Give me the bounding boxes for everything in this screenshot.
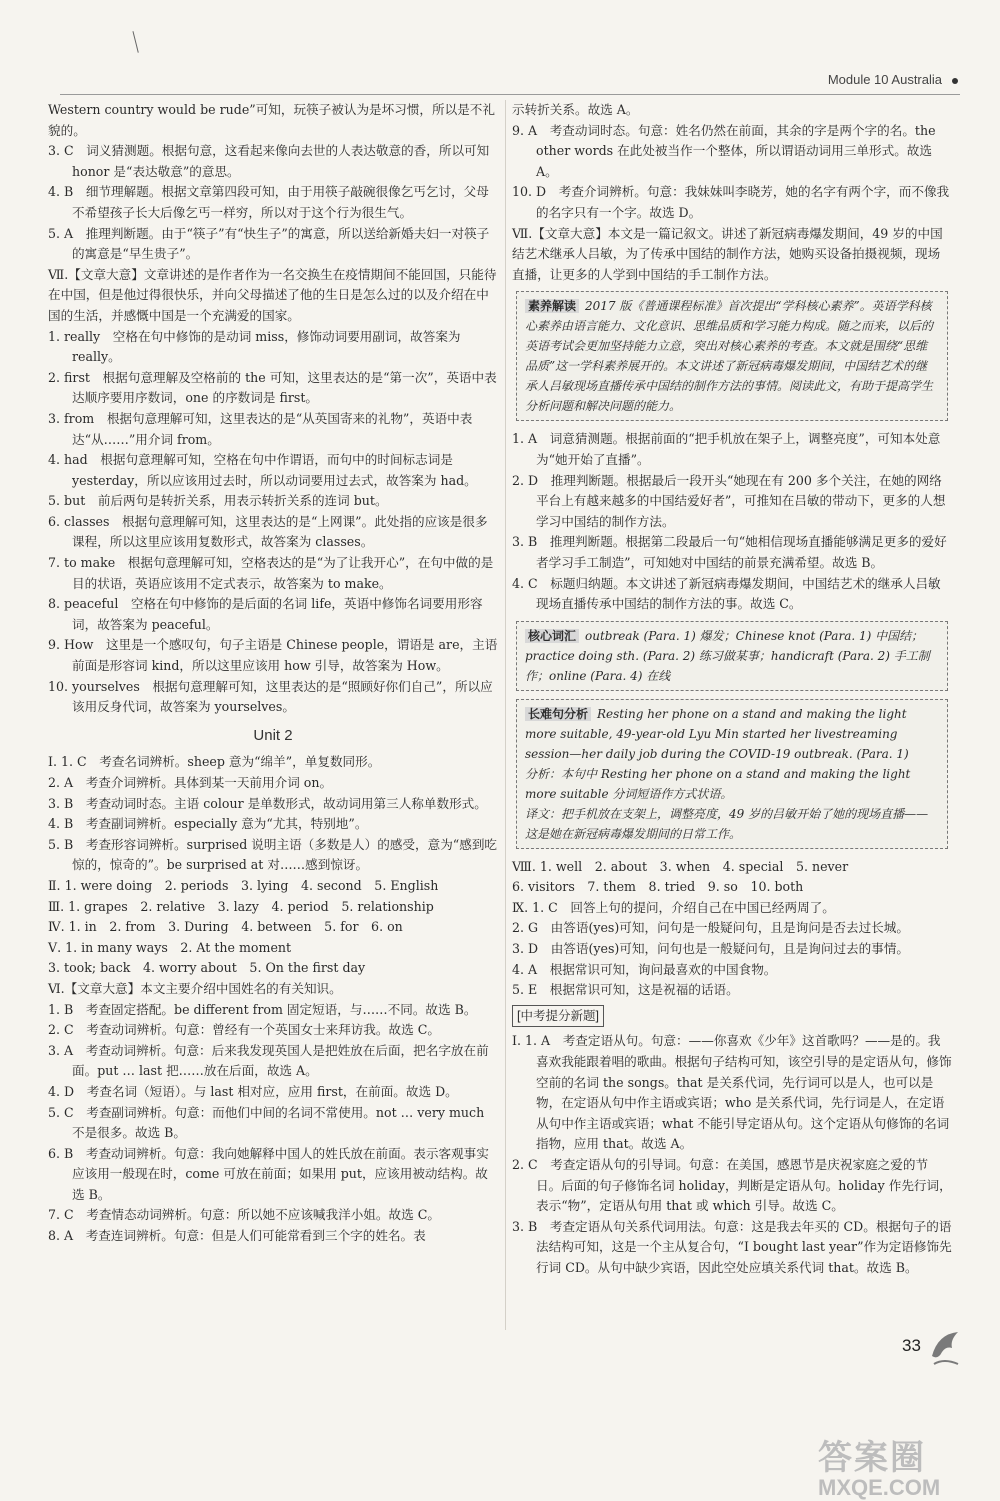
sentence-translation: 译文：把手机放在支架上，调整亮度，49 岁的吕敏开始了她的现场直播——这是她在新冠病毒爆发期间的日常工作。 bbox=[525, 806, 929, 841]
answer-line: 10. yourselves 根据句意理解可知，这里表达的是“照顾好你们自己”，所以应该用反身代词，故答案为 yourselves。 bbox=[48, 678, 493, 715]
watermark-url: MXQE.COM bbox=[818, 1475, 941, 1500]
answer-line: 3. C 词义猜测题。根据句意，这看起来像向去世的人表达敬意的香，所以可知 honor 是“表达敬意”的意思。 bbox=[48, 143, 490, 179]
answer-line: 3. B 考查动词时态。主语 colour 是单数形式，故动词用第三人称单数形式。 bbox=[48, 795, 487, 811]
answer-line: 3. took; back 4. worry about 5. On the first day bbox=[48, 960, 366, 976]
answer-line: Ⅰ. 1. C 考查名词辨析。sheep 意为“绵羊”，单复数同形。 bbox=[48, 754, 381, 770]
answer-line: 2. C 考查定语从句的引导词。句意：在美国，感恩节是庆祝家庭之爱的节日。后面的句子修饰名词 holiday，判断是定语从句。holiday 作先行词，表示“物”，定语从句用 that 或 which 引导。故选 C。 bbox=[512, 1157, 952, 1214]
answer-line: 5. C 考查副词辨析。句意：而他们中间的名词不常使用。not … very much 不是很多。故选 B。 bbox=[48, 1104, 485, 1141]
answer-line: 6. classes 根据句意理解可知，这里表达的是“上网课”。此处指的应该是很多课程，所以这里应该用复数形式，故答案为 classes。 bbox=[48, 513, 488, 550]
answer-line: 示转折关系。故选 A。 bbox=[512, 102, 639, 117]
right-section-d bbox=[512, 1031, 952, 1278]
answer-line: 6. visitors 7. them 8. tried 9. so 10. both bbox=[512, 879, 804, 895]
answer-line: Ⅰ. 1. A 考查定语从句。句意：——你喜欢《少年》这首歌吗？——是的。我喜欢我能跟着唱的歌曲。根据句子结构可知，该空引导的是定语从句，修饰空前的名词 the songs。that 是关系代词，先行词可以是人，也可以是物，在定语从句中作主语或宾语；who 是关系代词，先行词是人，在定语从句中作主语或宾语；what 不能引导定语从句。这个定语从句修饰的名词指物，应用 that。故选 A。 bbox=[512, 1033, 952, 1152]
right-section-c bbox=[512, 857, 952, 1001]
answer-line: Ⅴ. 1. in many ways 2. At the moment bbox=[48, 939, 292, 955]
vocab-text: outbreak (Para. 1) 爆发；Chinese knot (Para. 1) 中国结；practice doing sth. (Para. 2) 练习做某事；handicraft (Para. 2) 手工制作；online (Para. 4) 在线 bbox=[525, 628, 930, 683]
literacy-box bbox=[516, 291, 948, 421]
answer-line: 2. first 根据句意理解及空格前的 the 可知，这里表达的是“第一次”，英语中表达顺序要用序数词，one 的序数词是 first。 bbox=[48, 369, 497, 406]
answer-line: 3. B 考查定语从句关系代词用法。句意：这是我去年买的 CD。根据句子的语法结构可知，这是一个主从复合句，“I bought last year”作为定语修饰先行词 CD。从句中缺少宾语，因此空处应填关系代词 that。故选 B。 bbox=[512, 1218, 952, 1275]
answer-line: 7. to make 根据句意理解可知，空格表达的是“为了让我开心”，在句中做的是目的状语，英语应该用不定式表示，故答案为 to make。 bbox=[48, 555, 494, 591]
left-column bbox=[48, 100, 498, 1247]
sentence-text: Resting her phone on a stand and making the light more suitable, 49-year-old Lyu Min started her livestreaming session—her daily job during the COVID-19 outbreak. (Para. 1) bbox=[525, 706, 909, 761]
answer-line: Western country would be rude”可知，玩筷子被认为是坏习惯，所以是不礼貌的。 bbox=[48, 102, 495, 138]
answer-line: 7. C 考查情态动词辨析。句意：所以她不应该喊我洋小姐。故选 C。 bbox=[48, 1207, 440, 1223]
bullet-dot-icon bbox=[952, 78, 958, 84]
page-number: 33 bbox=[902, 1336, 921, 1355]
answer-line: 9. How 这里是一个感叹句，句子主语是 Chinese people，谓语是 are，主语前面是形容词 kind，所以这里应该用 how 引导，故答案为 How。 bbox=[48, 637, 498, 674]
right-column bbox=[512, 100, 952, 1279]
answer-line: 6. B 考查动词辨析。句意：我向她解释中国人的姓氏放在前面。表示客观事实应该用一般现在时，come 可放在前面；如果用 put，应该用被动结构。故选 B。 bbox=[48, 1145, 489, 1202]
answer-line: 3. B 推理判断题。根据第二段最后一句“她相信现场直播能够满足更多的爱好者学习手工制造”，可知她对中国结的前景充满希望。故选 B。 bbox=[512, 534, 947, 570]
literacy-tag: 素养解读 bbox=[525, 299, 579, 313]
answer-line: Ⅲ. 1. grapes 2. relative 3. lazy 4. period 5. relationship bbox=[48, 898, 434, 914]
answer-line: 3. A 考查动词辨析。句意：后来我发现英国人是把姓放在后面，把名字放在前面。put … last 把……放在后面，故选 A。 bbox=[48, 1042, 489, 1079]
answer-line: Ⅸ. 1. C 回答上句的提问，介绍自己在中国已经两周了。 bbox=[512, 899, 835, 915]
answer-line: 2. A 考查介词辨析。具体到某一天前用介词 on。 bbox=[48, 775, 333, 790]
unit-title: Unit 2 bbox=[253, 726, 293, 744]
answer-line: 4. had 根据句意理解可知，空格在句中作谓语，而句中的时间标志词是 yesterday，所以应该用过去时，所以动词要用过去式，故答案为 had。 bbox=[48, 452, 477, 488]
answer-line: 1. B 考查固定搭配。be different from 固定短语，与……不同。故选 B。 bbox=[48, 1001, 477, 1017]
answer-line: 2. C 考查动词辨析。句意：曾经有一个英国女士来拜访我。故选 C。 bbox=[48, 1022, 440, 1038]
literacy-text: 2017 版《普通课程标准》首次提出“学科核心素养”。英语学科核心素养由语言能力、文化意识、思维品质和学习能力构成。随之而来，以后的英语考试会更加坚持能力立意，突出对核心素养的考查。本文就是围绕“思维品质”这一学科素养展开的。本文讲述了新冠病毒爆发期间，中国结艺术的继承人吕敏现场直播传承中国结的制作方法的事情。阅读此文，有助于提高学生分析问题和解决问题的能力。 bbox=[525, 299, 934, 414]
exam-tag: [中考提分新题] bbox=[512, 1005, 604, 1028]
answer-line: Ⅶ.【文章大意】本文是一篇记叙文。讲述了新冠病毒爆发期间，49 岁的中国结艺术继承人吕敏，为了传承中国结的制作方法，她购买设备拍摄视频，现场直播，让更多的人学到中国结的手工制作方法。 bbox=[512, 225, 943, 282]
answer-line: 3. D 由答语(yes)可知，问句也是一般疑问句，且是询问过去的事情。 bbox=[512, 941, 910, 957]
answer-line: 4. B 细节理解题。根据文章第四段可知，由于用筷子敲碗很像乞丐乞讨，父母不希望孩子长大后像乞丐一样穷，所以对于这个行为很生气。 bbox=[48, 184, 489, 220]
answer-line: 5. E 根据常识可知，这是祝福的话语。 bbox=[512, 982, 739, 998]
answer-line: 4. A 根据常识可知，询问最喜欢的中国食物。 bbox=[512, 961, 777, 977]
answer-line: 2. G 由答语(yes)可知，问句是一般疑问句，且是询问是否去过长城。 bbox=[512, 920, 909, 936]
answer-line: 10. D 考查介词辨析。句意：我妹妹叫李晓芳，她的名字有两个字，而不像我的名字只有一个字。故选 D。 bbox=[512, 184, 950, 220]
sentence-box bbox=[516, 699, 948, 849]
answer-line: 5. but 前后两句是转折关系，用表示转折关系的连词 but。 bbox=[48, 493, 388, 509]
column-divider bbox=[505, 100, 506, 1330]
answer-line: 3. from 根据句意理解可知，这里表达的是“从英国寄来的礼物”，英语中表达“从……”用介词 from。 bbox=[48, 410, 473, 447]
vocab-box bbox=[516, 621, 948, 691]
answer-line: Ⅵ.【文章大意】本文主要介绍中国姓名的有关知识。 bbox=[48, 980, 342, 996]
answer-line: Ⅱ. 1. were doing 2. periods 3. lying 4. second 5. English bbox=[48, 877, 439, 893]
answer-line: 1. A 词意猜测题。根据前面的“把手机放在架子上，调整亮度”，可知本处意为“她开始了直播”。 bbox=[512, 431, 941, 467]
pen-mark bbox=[132, 29, 146, 53]
dolphin-logo-icon bbox=[928, 1326, 964, 1370]
sentence-tag: 长难句分析 bbox=[525, 707, 591, 721]
answer-line: 1. really 空格在句中修饰的是动词 miss，修饰动词要用副词，故答案为 really。 bbox=[48, 328, 461, 365]
answer-line: 4. C 标题归纳题。本文讲述了新冠病毒爆发期间，中国结艺术的继承人吕敏现场直播传承中国结的制作方法的事。故选 C。 bbox=[512, 575, 941, 612]
right-section-a bbox=[512, 100, 952, 285]
answer-line: 8. peaceful 空格在句中修饰的是后面的名词 life，英语中修饰名词要用形容词，故答案为 peaceful。 bbox=[48, 596, 483, 632]
watermark bbox=[818, 1430, 946, 1501]
answer-line: Ⅳ. 1. in 2. from 3. During 4. between 5. for 6. on bbox=[48, 919, 403, 935]
page-header bbox=[60, 70, 960, 95]
sentence-analysis: 分析：本句中 Resting her phone on a stand and making the light more suitable 分词短语作方式状语。 bbox=[525, 766, 911, 801]
answer-line: 5. B 考查形容词辨析。surprised 说明主语（多数是人）的感受，意为“感到吃惊的，惊奇的”。be surprised at 对……感到惊讶。 bbox=[48, 836, 498, 873]
right-section-b bbox=[512, 429, 952, 614]
answer-line: 4. D 考查名词（短语）。与 last 相对应，应用 first，在前面。故选 D。 bbox=[48, 1083, 458, 1099]
vocab-tag: 核心词汇 bbox=[525, 629, 579, 643]
answer-line: Ⅶ.【文章大意】文章讲述的是作者作为一名交换生在疫情期间不能回国，只能待在中国，但是他过得很快乐，并向父母描述了他的生日是怎么过的以及介绍在中国的生活，并感慨中国是一个充满爱的国家。 bbox=[48, 266, 497, 323]
answer-line: 9. A 考查动词时态。句意：姓名仍然在前面，其余的字是两个字的名。the other words 在此处被当作一个整体，所以谓语动词用三单形式。故选 A。 bbox=[512, 122, 936, 179]
answer-line: 5. A 推理判断题。由于“筷子”有“快生子”的寓意，所以送给新婚夫妇一对筷子的寓意是“早生贵子”。 bbox=[48, 225, 490, 262]
answer-line: 8. A 考查连词辨析。句意：但是人们可能常看到三个字的姓名。表 bbox=[48, 1228, 426, 1244]
answer-line: 2. D 推理判断题。根据最后一段开头“她现在有 200 多个关注，在她的网络平台上有越来越多的中国结爱好者”，可推知在吕敏的带动下，更多的人想学习中国结的制作方法。 bbox=[512, 472, 946, 529]
module-title: Module 10 Australia bbox=[827, 72, 942, 87]
watermark-logo-text: 答案圈 bbox=[818, 1439, 926, 1477]
answer-line: 4. B 考查副词辨析。especially 意为“尤其，特别地”。 bbox=[48, 816, 368, 832]
answer-line: Ⅷ. 1. well 2. about 3. when 4. special 5. never bbox=[512, 858, 849, 874]
